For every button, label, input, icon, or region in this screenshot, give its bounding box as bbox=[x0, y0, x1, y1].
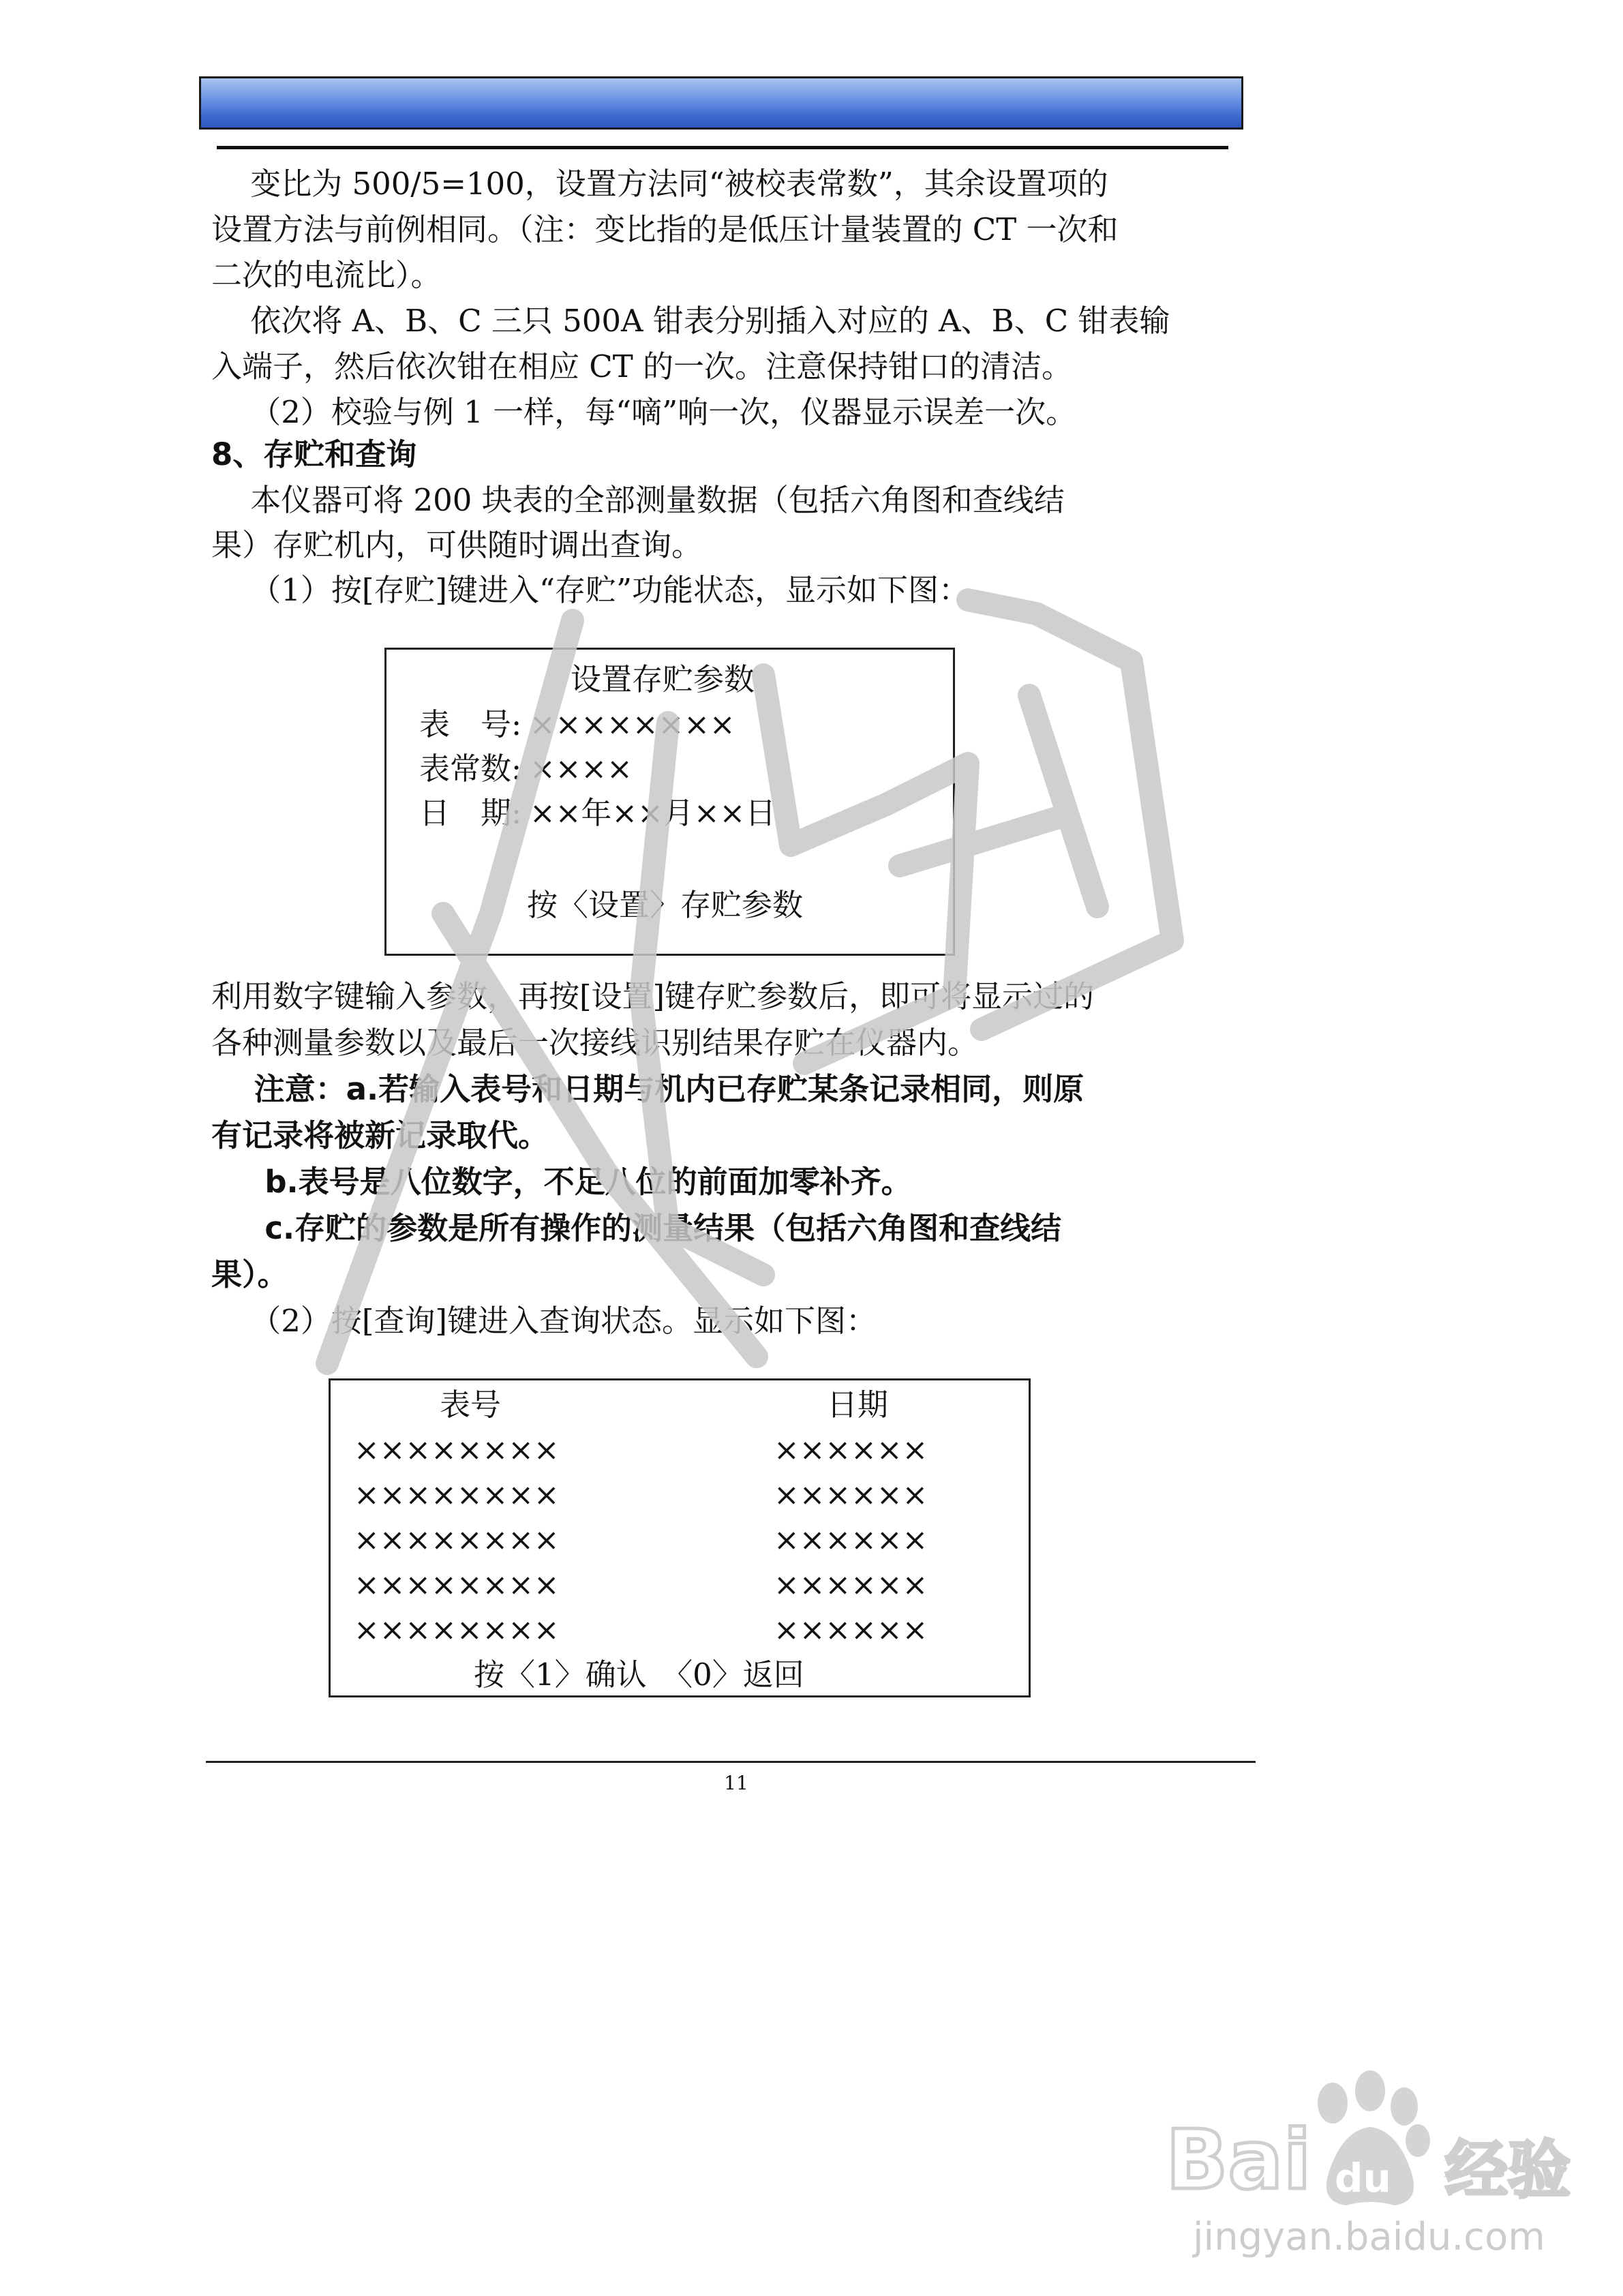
table-row-date: ×××××× bbox=[774, 1567, 928, 1603]
svg-text:Bai: Bai bbox=[1166, 2113, 1311, 2208]
svg-text:du: du bbox=[1335, 2155, 1391, 2201]
meter-number-label: 表 号: bbox=[419, 706, 522, 742]
paragraph-line: 变比为 500/5=100，设置方法同“被校表常数”，其余设置项的 bbox=[211, 166, 1108, 202]
table-row-date: ×××××× bbox=[774, 1432, 928, 1468]
baidu-jingyan-logo bbox=[1159, 2055, 1581, 2260]
table-row-meter: ×××××××× bbox=[354, 1522, 560, 1558]
section-heading: 8、存贮和查询 bbox=[211, 436, 417, 472]
table-row-date: ×××××× bbox=[774, 1612, 928, 1648]
note-line: 有记录将被新记录取代。 bbox=[211, 1117, 549, 1153]
note-line: 果）。 bbox=[211, 1256, 288, 1293]
paragraph-line: 设置方法与前例相同。（注：变比指的是低压计量装置的 CT 一次和 bbox=[211, 211, 1119, 247]
table-row-date: ×××××× bbox=[774, 1522, 928, 1558]
note-line: b.表号是八位数字，不足八位的前面加零补齐。 bbox=[211, 1164, 912, 1200]
header-divider bbox=[217, 146, 1228, 149]
paragraph-line: （1）按[存贮]键进入“存贮”功能状态，显示如下图： bbox=[211, 572, 969, 608]
column-header-date: 日期 bbox=[827, 1387, 889, 1423]
date-value: ××年××月××日 bbox=[530, 795, 776, 831]
paragraph-line: （2）校验与例 1 一样，每“嘀”响一次，仪器显示误差一次。 bbox=[211, 394, 1077, 430]
table-row-meter: ×××××××× bbox=[354, 1612, 560, 1648]
table-row-meter: ×××××××× bbox=[354, 1477, 560, 1513]
svg-text:经验: 经验 bbox=[1445, 2134, 1571, 2207]
table-row-meter: ×××××××× bbox=[354, 1567, 560, 1603]
note-line: c.存贮的参数是所有操作的测量结果（包括六角图和查线结 bbox=[211, 1210, 1062, 1246]
paragraph-line: 入端子，然后依次钳在相应 CT 的一次。注意保持钳口的清洁。 bbox=[211, 348, 1073, 384]
table-row-date: ×××××× bbox=[774, 1477, 928, 1513]
baidu-url: jingyan.baidu.com bbox=[1193, 2215, 1545, 2259]
table-row-meter: ×××××××× bbox=[354, 1432, 560, 1468]
query-screen-hint: 按〈1〉确认 〈0〉返回 bbox=[474, 1657, 804, 1693]
header-banner bbox=[199, 76, 1243, 130]
meter-constant-label: 表常数: bbox=[419, 751, 522, 787]
paragraph-line: 依次将 A、B、C 三只 500A 钳表分别插入对应的 A、B、C 钳表输 bbox=[211, 303, 1170, 339]
footer-divider bbox=[206, 1761, 1256, 1763]
query-screen-display bbox=[329, 1378, 1031, 1697]
store-screen-hint: 按〈设置〉存贮参数 bbox=[527, 887, 804, 923]
paragraph-line: 果）存贮机内，可供随时调出查询。 bbox=[211, 527, 703, 563]
paragraph-line: 二次的电流比）。 bbox=[211, 257, 442, 293]
store-screen-title: 设置存贮参数 bbox=[571, 661, 755, 697]
meter-constant-value: ×××× bbox=[530, 751, 633, 787]
meter-number-value: ×××××××× bbox=[530, 706, 735, 742]
note-line: 注意：a.若输入表号和日期与机内已存贮某条记录相同，则原 bbox=[211, 1071, 1084, 1107]
paragraph-line: 各种测量参数以及最后一次接线识别结果存贮在仪器内。 bbox=[211, 1025, 979, 1061]
page-number: 11 bbox=[724, 1772, 748, 1794]
paragraph-line: （2）按[查询]键进入查询状态。显示如下图： bbox=[211, 1303, 877, 1339]
paragraph-line: 本仪器可将 200 块表的全部测量数据（包括六角图和查线结 bbox=[211, 482, 1065, 518]
store-screen-display bbox=[384, 648, 955, 956]
column-header-meter: 表号 bbox=[440, 1387, 502, 1423]
paragraph-line: 利用数字键输入参数，再按[设置]键存贮参数后，即可将显示过的 bbox=[211, 978, 1095, 1014]
date-label: 日 期: bbox=[419, 795, 522, 831]
